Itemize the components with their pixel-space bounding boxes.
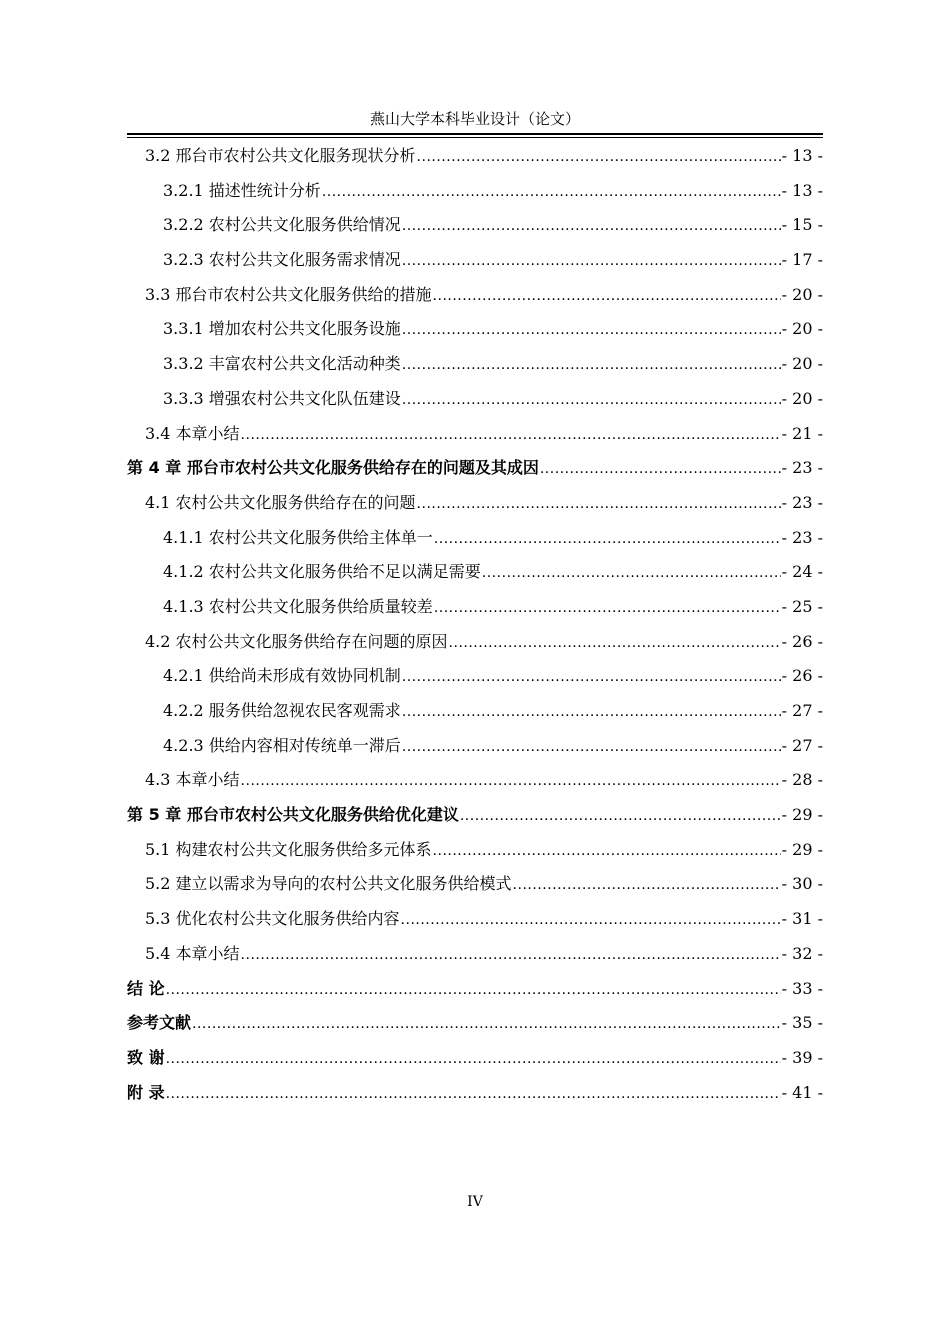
- toc-entry[interactable]: [127, 590, 823, 625]
- header-rule-thin: [127, 137, 823, 138]
- toc-dot-leader: [433, 279, 781, 314]
- toc-entry-title: 参考文献: [127, 1013, 192, 1033]
- toc-entry-page: - 17 -: [781, 250, 823, 270]
- toc-dot-leader: [402, 730, 781, 765]
- toc-entry-title: 3.2.3 农村公共文化服务需求情况: [163, 250, 401, 270]
- toc-entry-page: - 24 -: [781, 562, 823, 582]
- toc-entry[interactable]: [127, 486, 823, 521]
- toc-entry-title: 附 录: [127, 1082, 165, 1102]
- toc-entry[interactable]: [127, 555, 823, 590]
- toc-entry-page: - 35 -: [781, 1013, 823, 1033]
- toc-entry-title: 3.3.1 增加农村公共文化服务设施: [163, 319, 401, 339]
- toc-entry-page: - 23 -: [781, 492, 823, 512]
- toc-entry-page: - 13 -: [781, 180, 823, 200]
- toc-entry[interactable]: [127, 867, 823, 902]
- toc-entry-page: - 20 -: [781, 388, 823, 408]
- toc-entry-page: - 29 -: [781, 839, 823, 859]
- toc-dot-leader: [434, 591, 781, 626]
- toc-dot-leader: [482, 556, 781, 591]
- toc-entry[interactable]: [127, 521, 823, 556]
- toc-entry-page: - 20 -: [781, 319, 823, 339]
- toc-dot-leader: [540, 452, 781, 487]
- toc-dot-leader: [402, 383, 781, 418]
- toc-entry-page: - 28 -: [781, 770, 823, 790]
- toc-entry-title: 3.2 邢台市农村公共文化服务现状分析: [145, 146, 416, 165]
- toc-dot-leader: [322, 175, 781, 210]
- toc-entry[interactable]: [127, 417, 823, 452]
- toc-entry-title: 4.2.1 供给尚未形成有效协同机制: [163, 666, 401, 686]
- toc-entry-title: 5.2 建立以需求为导向的农村公共文化服务供给模式: [145, 874, 512, 894]
- toc-dot-leader: [166, 1042, 781, 1077]
- toc-entry-page: - 13 -: [781, 146, 823, 165]
- toc-entry-page: - 20 -: [781, 354, 823, 374]
- toc-entry-title: 4.1.1 农村公共文化服务供给主体单一: [163, 527, 433, 547]
- toc-entry-page: - 31 -: [781, 909, 823, 929]
- toc-entry[interactable]: [127, 763, 823, 798]
- toc-entry-title: 5.1 构建农村公共文化服务供给多元体系: [145, 839, 432, 859]
- toc-entry-page: - 21 -: [781, 423, 823, 443]
- toc-entry-page: - 33 -: [781, 978, 823, 998]
- toc-entry-page: - 27 -: [781, 701, 823, 720]
- toc-entry[interactable]: [127, 659, 823, 694]
- toc-entry-title: 4.1.2 农村公共文化服务供给不足以满足需要: [163, 562, 481, 582]
- toc-dot-leader: [460, 799, 781, 834]
- toc-entry[interactable]: [127, 625, 823, 660]
- toc-entry[interactable]: [127, 312, 823, 347]
- toc-entry-page: - 26 -: [781, 666, 823, 686]
- toc-entry-title: 4.1.3 农村公共文化服务供给质量较差: [163, 596, 433, 616]
- toc-entry[interactable]: [127, 243, 823, 278]
- toc-dot-leader: [166, 973, 781, 1008]
- toc-entry-page: - 23 -: [781, 458, 823, 478]
- toc-entry-page: - 30 -: [781, 874, 823, 894]
- toc-entry-page: - 27 -: [781, 735, 823, 755]
- toc-entry-page: - 23 -: [781, 527, 823, 547]
- toc-entry-title: 致 谢: [127, 1047, 165, 1067]
- page-number: IV: [467, 1194, 483, 1210]
- toc-dot-leader: [241, 938, 781, 973]
- toc-dot-leader: [402, 695, 781, 730]
- toc-dot-leader: [449, 626, 781, 661]
- toc-entry-page: - 15 -: [781, 215, 823, 235]
- toc-entry[interactable]: [127, 382, 823, 417]
- toc-entry[interactable]: [127, 972, 823, 1007]
- toc-dot-leader: [192, 1007, 781, 1042]
- toc-dot-leader: [417, 140, 781, 175]
- toc-entry[interactable]: [127, 902, 823, 937]
- toc-dot-leader: [402, 209, 781, 244]
- toc-entry-page: - 32 -: [781, 943, 823, 963]
- toc-entry-title: 4.2.3 供给内容相对传统单一滞后: [163, 735, 401, 755]
- toc-entry-page: - 20 -: [781, 284, 823, 304]
- toc-entry[interactable]: [127, 451, 823, 486]
- toc-dot-leader: [166, 1077, 781, 1112]
- toc-dot-leader: [402, 313, 781, 348]
- toc-entry-page: - 41 -: [781, 1082, 823, 1102]
- toc-entry-page: - 26 -: [781, 631, 823, 651]
- toc-dot-leader: [513, 868, 781, 903]
- toc-entry[interactable]: [127, 1076, 823, 1111]
- toc-dot-leader: [434, 522, 781, 557]
- toc-entry-title: 3.2.2 农村公共文化服务供给情况: [163, 215, 401, 235]
- toc-entry[interactable]: [127, 833, 823, 868]
- toc-entry-title: 结 论: [127, 978, 165, 998]
- toc-entry-title: 3.4 本章小结: [145, 423, 240, 443]
- toc-dot-leader: [433, 834, 781, 869]
- page-header-title: 燕山大学本科毕业设计（论文）: [369, 110, 580, 128]
- toc-entry[interactable]: [127, 694, 823, 729]
- toc-entry[interactable]: [127, 174, 823, 209]
- toc-dot-leader: [402, 660, 781, 695]
- header-rule-thick: [127, 133, 823, 135]
- toc-entry-title: 5.4 本章小结: [145, 943, 240, 963]
- toc-entry[interactable]: [127, 1006, 823, 1041]
- toc-entry-title: 4.2 农村公共文化服务供给存在问题的原因: [145, 631, 448, 651]
- toc-entry-title: 3.3 邢台市农村公共文化服务供给的措施: [145, 284, 432, 304]
- toc-dot-leader: [241, 764, 781, 799]
- toc-entry-title: 4.1 农村公共文化服务供给存在的问题: [145, 492, 416, 512]
- toc-entry[interactable]: [127, 937, 823, 972]
- toc-entry-title: 3.2.1 描述性统计分析: [163, 180, 321, 200]
- toc-dot-leader: [402, 244, 781, 279]
- toc-entry-title: 3.3.2 丰富农村公共文化活动种类: [163, 354, 401, 374]
- toc-dot-leader: [401, 903, 781, 938]
- toc-entry[interactable]: [127, 208, 823, 243]
- toc-entry[interactable]: [127, 347, 823, 382]
- toc-entry[interactable]: [127, 798, 823, 833]
- toc-entry-title: 3.3.3 增强农村公共文化队伍建设: [163, 388, 401, 408]
- toc-dot-leader: [241, 418, 781, 453]
- toc-dot-leader: [402, 348, 781, 383]
- toc-entry[interactable]: [127, 139, 823, 174]
- toc-entry[interactable]: [127, 278, 823, 313]
- toc-entry-title: 第 5 章 邢台市农村公共文化服务供给优化建议: [127, 805, 459, 825]
- toc-entry-page: - 39 -: [781, 1047, 823, 1067]
- toc-entry-title: 5.3 优化农村公共文化服务供给内容: [145, 909, 400, 929]
- toc-entry-page: - 25 -: [781, 596, 823, 616]
- toc-entry[interactable]: [127, 1041, 823, 1076]
- toc-entry-title: 4.2.2 服务供给忽视农民客观需求: [163, 701, 401, 720]
- toc-dot-leader: [417, 487, 781, 522]
- toc-entry[interactable]: [127, 729, 823, 764]
- toc-entry-title: 4.3 本章小结: [145, 770, 240, 790]
- toc-entry-title: 第 4 章 邢台市农村公共文化服务供给存在的问题及其成因: [127, 458, 539, 478]
- toc-entry-page: - 29 -: [781, 805, 823, 825]
- table-of-contents: [127, 139, 823, 1110]
